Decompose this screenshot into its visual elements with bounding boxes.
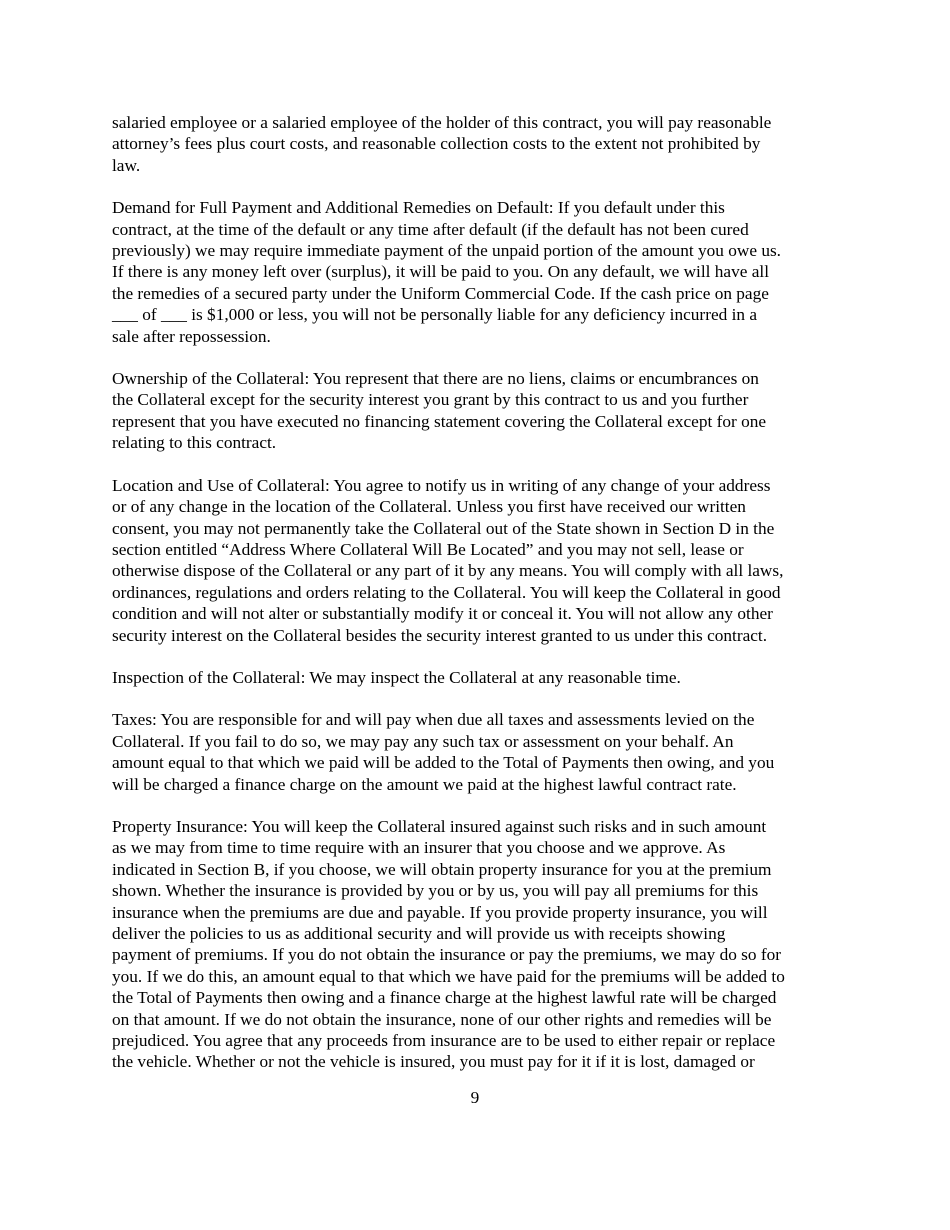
text-line: the Total of Payments then owing and a finance charge at the highest lawful rate will be charged [112, 988, 777, 1008]
text-line: salaried employee or a salaried employee of the holder of this contract, you will pay reasonable [112, 113, 772, 132]
text-line: relating to this contract. [112, 433, 277, 453]
text-line: security interest on the Collateral besides the security interest granted to us under this contract. [112, 625, 768, 645]
text-line: insurance when the premiums are due and payable. If you provide property insurance, you will [112, 902, 768, 922]
text-line: ordinances, regulations and orders relating to the Collateral. You will keep the Collateral in good [112, 582, 781, 602]
text-line: otherwise dispose of the Collateral or any part of it by any means. You will comply with all laws, [112, 561, 784, 581]
paragraph-ownership-collateral [112, 368, 840, 454]
text-line: Demand for Full Payment and Additional Remedies on Default: If you default under this [112, 198, 725, 218]
paragraph-inspection-collateral [112, 667, 840, 688]
text-line: prejudiced. You agree that any proceeds from insurance are to be used to either repair or replace [112, 1031, 776, 1051]
text-line: Location and Use of Collateral: You agree to notify us in writing of any change of your address [112, 475, 771, 495]
text-line: amount equal to that which we paid will be added to the Total of Payments then owing, and you [112, 753, 775, 773]
text-line: law. [112, 155, 141, 175]
text-line: payment of premiums. If you do not obtain the insurance or pay the premiums, we may do so for [112, 945, 782, 965]
text-line: will be charged a finance charge on the amount we paid at the highest lawful contract rate. [112, 774, 737, 794]
text-line: the remedies of a secured party under the Uniform Commercial Code. If the cash price on page [112, 283, 769, 303]
text-line: Ownership of the Collateral: You represent that there are no liens, claims or encumbrances on [112, 369, 759, 389]
text-line: section entitled “Address Where Collateral Will Be Located” and you may not sell, lease or [112, 539, 744, 559]
paragraph-location-use-collateral [112, 475, 840, 646]
paragraph-attorney-fees [112, 112, 840, 176]
text-line: contract, at the time of the default or any time after default (if the default has not been cured [112, 219, 749, 239]
paragraph-property-insurance [112, 816, 840, 1073]
text-line: the vehicle. Whether or not the vehicle is insured, you must pay for it if it is lost, damaged or [112, 1052, 755, 1072]
text-line: attorney’s fees plus court costs, and reasonable collection costs to the extent not prohibited by [112, 134, 761, 154]
text-line: as we may from time to time require with an insurer that you choose and we approve. As [112, 838, 726, 858]
text-line: previously) we may require immediate payment of the unpaid portion of the amount you owe us. [112, 241, 781, 261]
text-line: indicated in Section B, if you choose, we will obtain property insurance for you at the premium [112, 859, 772, 879]
text-line: Inspection of the Collateral: We may inspect the Collateral at any reasonable time. [112, 667, 681, 687]
text-line: consent, you may not permanently take the Collateral out of the State shown in Section D in the [112, 518, 775, 538]
text-line: If there is any money left over (surplus), it will be paid to you. On any default, we will have all [112, 262, 769, 282]
text-line: deliver the policies to us as additional security and will provide us with receipts showing [112, 924, 726, 943]
text-line: you. If we do this, an amount equal to that which we have paid for the premiums will be added to [112, 966, 785, 986]
text-line: condition and will not alter or substantially modify it or conceal it. You will not allow any other [112, 604, 773, 624]
text-line: represent that you have executed no financing statement covering the Collateral except for one [112, 411, 767, 431]
paragraph-taxes [112, 709, 840, 795]
text-line: Collateral. If you fail to do so, we may pay any such tax or assessment on your behalf. An [112, 731, 734, 751]
text-line: Taxes: You are responsible for and will pay when due all taxes and assessments levied on the [112, 710, 755, 730]
text-line: sale after repossession. [112, 326, 271, 346]
page-number: 9 [470, 1088, 480, 1107]
text-line: on that amount. If we do not obtain the insurance, none of our other rights and remedies will be [112, 1009, 772, 1029]
text-line: ___ of ___ is $1,000 or less, you will not be personally liable for any deficiency incurred in a [112, 305, 758, 325]
document-body [112, 112, 840, 1094]
paragraph-demand-full-payment [112, 197, 840, 347]
text-line: Property Insurance: You will keep the Collateral insured against such risks and in such amount [112, 816, 767, 836]
text-line: the Collateral except for the security interest you grant by this contract to us and you further [112, 390, 749, 410]
text-line: or of any change in the location of the Collateral. Unless you first have received our written [112, 497, 746, 517]
text-line: shown. Whether the insurance is provided by you or by us, you will pay all premiums for this [112, 881, 759, 901]
